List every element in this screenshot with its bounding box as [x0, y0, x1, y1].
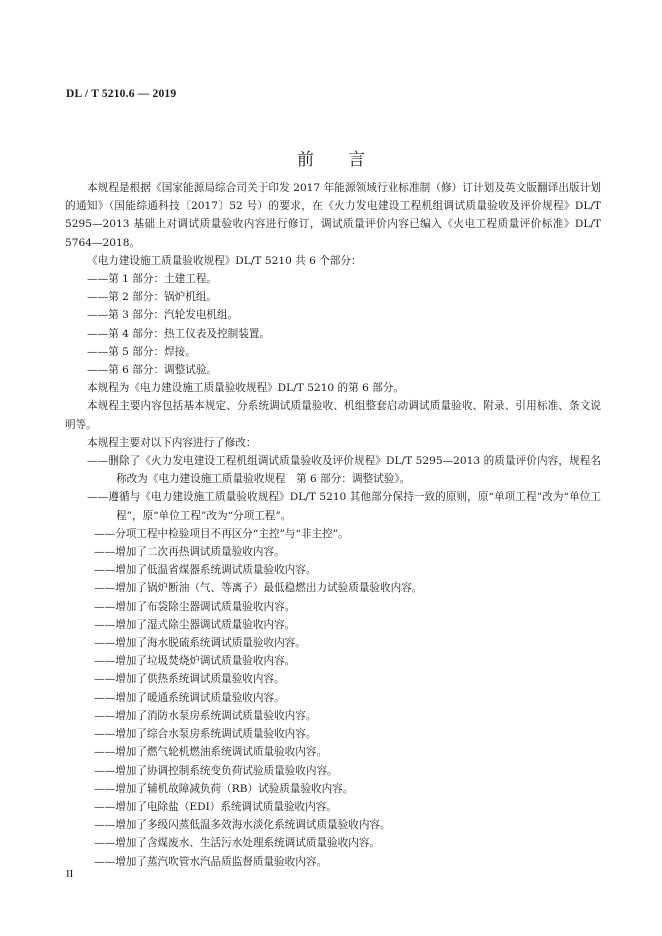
list-item: ——增加了燃气轮机燃油系统调试质量验收内容。 — [94, 746, 328, 759]
page-number: II — [66, 868, 74, 880]
list-item: ——增加了电除盐（EDI）系统调试质量验收内容。 — [94, 800, 337, 813]
parts-list — [65, 270, 601, 379]
list-item: ——第 1 部分：土建工程。 — [87, 273, 218, 286]
list-item: ——增加了供热系统调试质量验收内容。 — [94, 673, 285, 686]
list-item: ——增加了锅炉断油（气、等离子）最低稳燃出力试验质量验收内容。 — [94, 582, 423, 595]
list-item: ——增加了消防水泵房系统调试质量验收内容。 — [94, 709, 317, 722]
page-title: 前言 — [297, 150, 399, 170]
changes-list — [65, 452, 601, 871]
content-summary-paragraph: 本规程主要内容包括基本规定、分系统调试质量验收、机组整套启动调试质量验收、附录、引用标准、条文说明等。 — [65, 400, 601, 431]
list-item: ——第 2 部分：锅炉机组。 — [87, 291, 218, 304]
standard-number-header: DL / T 5210.6 — 2019 — [66, 88, 177, 100]
foreword-body — [65, 179, 601, 871]
list-item: ——增加了湿式除尘器调试质量验收内容。 — [94, 618, 296, 631]
list-item: ——增加了蒸汽吹管水汽品质监督质量验收内容。 — [94, 855, 328, 868]
changes-intro-paragraph: 本规程主要对以下内容进行了修改： — [87, 436, 257, 449]
list-item: ——遵循与《电力建设施工质量验收规程》DL/T 5210 其他部分保持一致的原则，原“单项工程”改为“单位工程”，原“单位工程”改为“分项工程”。 — [87, 491, 601, 522]
list-item: ——增加了协调控制系统变负荷试验质量验收内容。 — [94, 764, 338, 777]
list-item: ——增加了综合水泵房系统调试质量验收内容。 — [94, 728, 317, 741]
list-item: ——增加了布袋除尘器调试质量验收内容。 — [94, 600, 296, 613]
list-item: ——增加了低温省煤器系统调试质量验收内容。 — [94, 564, 317, 577]
list-item: ——增加了含煤废水、生活污水处理系统调试质量验收内容。 — [94, 837, 381, 850]
list-item: ——分项工程中检验项目不再区分“主控”与“非主控”。 — [94, 527, 349, 540]
list-item: ——第 3 部分：汽轮发电机组。 — [87, 309, 239, 322]
list-item: ——增加了多级闪蒸低温多效海水淡化系统调试质量验收内容。 — [94, 819, 391, 832]
list-item: ——增加了垃圾焚烧炉调试质量验收内容。 — [94, 655, 296, 668]
intro-paragraph: 本规程是根据《国家能源局综合司关于印发 2017 年能源领域行业标准制（修）订计划及英文版翻译出版计划的通知》（国能综通科技〔2017〕52 号）的要求，在《火力发电建设工程机组调试质量验收及评价规程》DL/T 5295—2013 基础上对调试质量验收内容进行修订，调试质量评价内容已编入《火电工程质量评价标准》DL/T 5764—2018。 — [65, 182, 601, 249]
list-item: ——第 6 部分：调整试验。 — [87, 364, 218, 377]
part-statement-paragraph: 本规程为《电力建设施工质量验收规程》DL/T 5210 的第 6 部分。 — [87, 382, 404, 395]
list-item: ——增加了暖通系统调试质量验收内容。 — [94, 691, 285, 704]
list-item: ——增加了二次再热调试质量验收内容。 — [94, 546, 285, 559]
list-item: ——第 5 部分：焊接。 — [87, 345, 196, 358]
list-item: ——删除了《火力发电建设工程机组调试质量验收及评价规程》DL/T 5295—2013 的质量评价内容，规程名称改为《电力建设施工质量验收规程 第 6 部分：调整试验》。 — [87, 455, 601, 486]
list-item: ——增加了辅机故障减负荷（RB）试验质量验收内容。 — [94, 782, 354, 795]
parts-intro-paragraph: 《电力建设施工质量验收规程》DL/T 5210 共 6 个部分： — [87, 254, 362, 267]
list-item: ——第 4 部分：热工仪表及控制装置。 — [87, 327, 270, 340]
list-item: ——增加了海水脱硫系统调试质量验收内容。 — [94, 637, 306, 650]
